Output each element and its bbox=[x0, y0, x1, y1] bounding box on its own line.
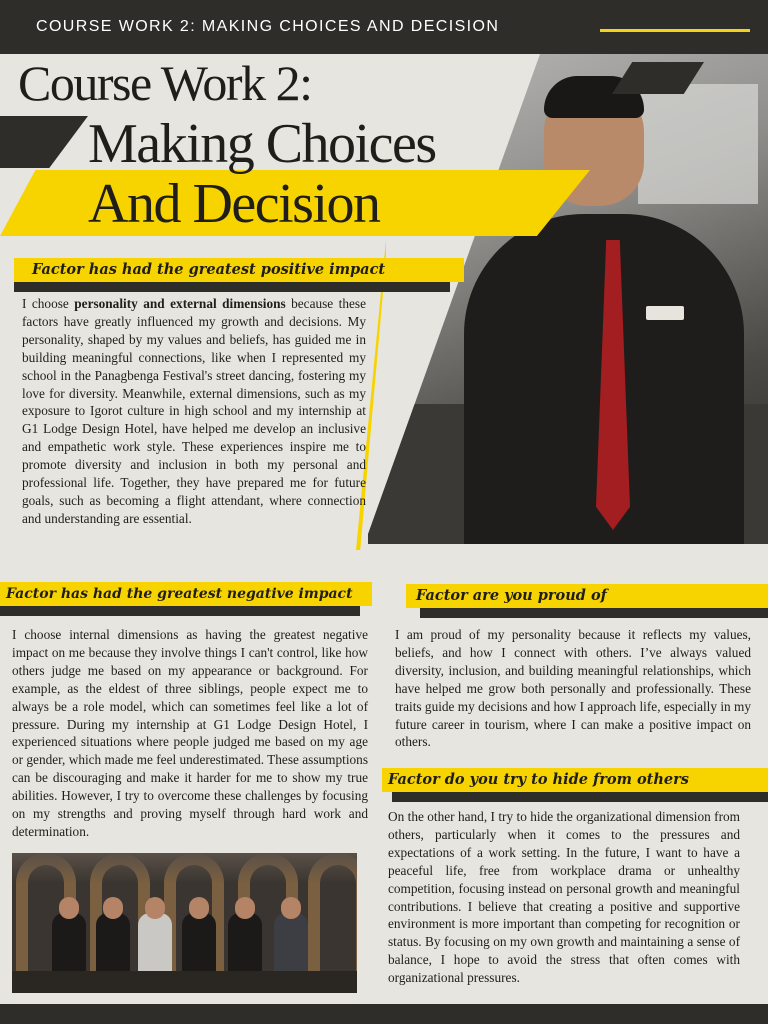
heading-shadow bbox=[14, 282, 450, 292]
positive-body: because these factors have greatly influenced my growth and decisions. My personality, shaped by my values and beliefs, has guided me in building meaningful connections, like when I represented my school in the Panagbenga Festival's street dancing, fostering my love for diversity. Meanwhile, external dimensions, such as my exposure to Igorot culture in high school and my internship at G1 Lodge Design Hotel, have helped me develop an inclusive and empathetic work style. These experiences inspire me to promote diversity and inclusion in both my personal and professional life. Together, they have prepared me for future goals, such as becoming a flight attendant, where connection and understanding are essential. bbox=[22, 296, 366, 526]
photo-person bbox=[96, 913, 130, 975]
photo-person-face bbox=[145, 897, 165, 919]
photo-ceiling-light bbox=[12, 853, 357, 883]
heading-shadow bbox=[420, 608, 768, 618]
paragraph-proud-of: I am proud of my personality because it reflects my values, beliefs, and how I connect with others. I’ve always valued diversity, inclusion, and building meaningful relationships, which have helped me grow both personally and professionally. These traits guide my decisions and how I approach life, especially in my future career in tourism, where I can make a positive impact on others. bbox=[395, 627, 751, 750]
header-accent-line bbox=[600, 29, 750, 32]
header-title: COURSE WORK 2: MAKING CHOICES AND DECISION bbox=[36, 18, 500, 35]
photo-person-face bbox=[189, 897, 209, 919]
photo-person bbox=[52, 913, 86, 975]
heading-shadow bbox=[0, 606, 360, 616]
photo-person-face bbox=[281, 897, 301, 919]
photo-person-face bbox=[59, 897, 79, 919]
photo-person bbox=[274, 913, 308, 975]
page-title-line-1: Course Work 2: bbox=[18, 55, 312, 111]
heading-shadow bbox=[392, 792, 768, 802]
paragraph-positive-impact bbox=[22, 295, 366, 528]
paragraph-negative-impact: I choose internal dimensions as having the greatest negative impact on me because they involve things I can't control, like how others judge me based on my appearance or background. For example, as the eldest of three siblings, people expect me to always be a role model, which can sometimes feel like a lot of pressure. During my internship at G1 Lodge Design Hotel, I experienced situations where people judged me based on my age or gender, which made me feel underestimated. These assumptions can be discouraging and make it harder for me to show my true abilities. However, I try to overcome these challenges by focusing on my strengths and proving myself through hard work and determination. bbox=[12, 627, 368, 839]
photo-name-badge bbox=[646, 306, 684, 320]
footer-bar bbox=[0, 1004, 768, 1024]
heading-negative-impact: Factor has had the greatest negative impact bbox=[0, 582, 372, 606]
photo-person bbox=[182, 913, 216, 975]
photo-counter bbox=[12, 971, 357, 993]
photo-window bbox=[638, 84, 758, 204]
positive-intro: I choose bbox=[22, 296, 75, 311]
paragraph-hide-from-others: On the other hand, I try to hide the organizational dimension from others, particularly when it comes to the pressures and expectations of a work setting. In the future, I want to have a peaceful life, free from workplace drama or unhealthy competition, focusing instead on personal growth and meaningful contributions. I believe that creating a positive and supportive environment is more important than competing for recognition or status. By focusing on my own growth and maintaining a sense of balance, I hope to avoid the stress that often comes with organizational pressures. bbox=[388, 809, 740, 986]
photo-person-face bbox=[103, 897, 123, 919]
heading-proud-of: Factor are you proud of bbox=[406, 584, 768, 608]
header-bar bbox=[0, 0, 768, 54]
heading-positive-impact: Factor has had the greatest positive impact bbox=[14, 258, 464, 282]
page-title-line-3: And Decision bbox=[88, 173, 380, 235]
group-photo bbox=[12, 853, 357, 993]
heading-hide-from-others: Factor do you try to hide from others bbox=[382, 768, 768, 792]
photo-person bbox=[228, 913, 262, 975]
photo-person bbox=[138, 913, 172, 975]
page-title-line-2: Making Choices bbox=[88, 113, 436, 175]
photo-person-face bbox=[235, 897, 255, 919]
title-dark-accent bbox=[0, 116, 88, 168]
positive-intro-bold: personality and external dimensions bbox=[74, 296, 286, 311]
